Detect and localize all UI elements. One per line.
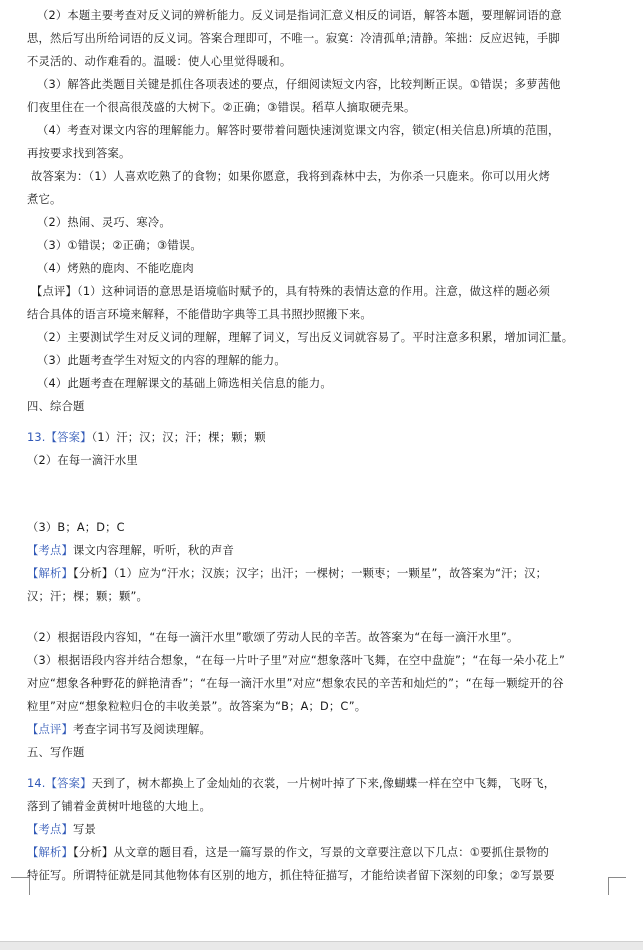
text-line: 们夜里住在一个很高很茂盛的大树下。②正确；③错误。稻草人摘取硬壳果。 bbox=[27, 101, 416, 114]
jiexi-line bbox=[27, 562, 615, 585]
page-corner-mark bbox=[608, 877, 627, 895]
jiexi-line: （3）根据语段内容并结合想象，“在每一片叶子里”对应“想象落叶飞舞，在空中盘旋”；“在每一朵小花上” bbox=[27, 654, 566, 667]
answer-tag: 【答案】 bbox=[45, 431, 92, 444]
comment-tag: 【点评】 bbox=[27, 723, 73, 736]
comment-line: 结合具体的语言环境来解释，不能借助字典等工具书照抄照搬下来。 bbox=[27, 308, 372, 321]
text-line: 思，然后写出所给词语的反义词。答案合理即可，不唯一。寂寞：冷清孤单;清静。笨拙：反应迟钝，手脚 bbox=[27, 32, 560, 45]
section-heading: 五、写作题 bbox=[27, 746, 85, 759]
answer-content bbox=[27, 4, 615, 887]
jiexi-line: 汉；汗；棵；颗；颗”。 bbox=[27, 590, 149, 603]
text-line: 故答案为：（1）人喜欢吃熟了的食物；如果你愿意，我将到森林中去，为你杀一只鹿来。你可以用火烤 bbox=[31, 170, 551, 183]
answer-text: （1）汗；汉；汉；汗；棵；颗；颗 bbox=[91, 431, 266, 444]
q14-answer bbox=[27, 772, 615, 795]
question-number: 13. bbox=[27, 431, 46, 444]
comment-text: 考查字词书写及阅读理解。 bbox=[73, 723, 211, 736]
jiexi-line: 对应“想象各种野花的鲜艳清香”；“在每一滴汗水里”对应“想象农民的辛苦和灿烂的”；“在每一颗绽开的谷 bbox=[27, 677, 564, 690]
text-line: 煮它。 bbox=[27, 193, 62, 206]
comment-line bbox=[27, 280, 615, 303]
q13-answer bbox=[27, 426, 615, 449]
text-line: （2）热闹、灵巧、寒冷。 bbox=[37, 216, 171, 229]
text-line: 不灵活的、动作难看的。温暖：使人心里觉得暖和。 bbox=[27, 55, 292, 68]
text-line: （3）①错误；②正确；③错误。 bbox=[37, 239, 202, 252]
text-line: （4）烤熟的鹿肉、不能吃鹿肉 bbox=[37, 262, 194, 275]
answer-line: 落到了铺着金黄树叶地毯的大地上。 bbox=[27, 800, 211, 813]
jiexi-line bbox=[27, 841, 615, 864]
text-line: （4）考查对课文内容的理解能力。解答时要带着问题快速浏览课文内容，锁定(相关信息)所填的范围， bbox=[37, 124, 560, 137]
kaodian-tag: 【考点】 bbox=[27, 823, 73, 836]
section-heading: 四、综合题 bbox=[27, 400, 85, 413]
jiexi-tag: 【解析】 bbox=[27, 567, 73, 580]
comment-line: （3）此题考查学生对短文的内容的理解的能力。 bbox=[37, 354, 286, 367]
question-number: 14. bbox=[27, 777, 46, 790]
spacer bbox=[27, 472, 615, 504]
answer-line: （2）在每一滴汗水里 bbox=[27, 454, 138, 467]
kaodian-text: 写景 bbox=[73, 823, 96, 836]
jiexi-line: （2）根据语段内容知，“在每一滴汗水里”歌颂了劳动人民的辛苦。故答案为“在每一滴汗水里”。 bbox=[27, 631, 519, 644]
answer-tag: 【答案】 bbox=[45, 777, 92, 790]
kaodian-line bbox=[27, 818, 615, 841]
spacer bbox=[27, 608, 615, 626]
jiexi-text: 【分析】（1）应为“汗水；汉族；汉字；出汗；一棵树；一颗枣；一颗星”，故答案为“汗；汉； bbox=[73, 567, 548, 580]
jiexi-text: 【分析】从文章的题目看，这是一篇写景的作文，写景的文章要注意以下几点：①要抓住景物的 bbox=[73, 846, 550, 859]
kaodian-tag: 【考点】 bbox=[27, 544, 73, 557]
jiexi-line: 粒里”对应“想象粒粒归仓的丰收美景”。故答案为“B；A；D；C”。 bbox=[27, 700, 367, 713]
comment-line: （2）主要测试学生对反义词的理解，理解了词义，写出反义词就容易了。平时注意多积累，增加词汇量。 bbox=[37, 331, 574, 344]
kaodian-text: 课文内容理解，听听，秋的声音 bbox=[73, 544, 234, 557]
jiexi-line: 特征写。所谓特征就是同其他物体有区别的地方，抓住特征描写，才能给读者留下深刻的印象；②写景要 bbox=[27, 869, 555, 882]
comment-line: （4）此题考查在理解课文的基础上筛选相关信息的能力。 bbox=[37, 377, 332, 390]
text-line: （3）解答此类题目关键是抓住各项表述的要点，仔细阅读短文内容，比较判断正误。①错误；多萝茜他 bbox=[37, 78, 561, 91]
page-corner-mark bbox=[11, 877, 30, 895]
answer-text: 天到了，树木都换上了金灿灿的衣裳，一片树叶掉了下来,像蝴蝶一样在空中飞舞，飞呀飞， bbox=[91, 777, 556, 790]
answer-line: （3）B；A；D；C bbox=[27, 521, 125, 534]
kaodian-line bbox=[27, 539, 615, 562]
text-line: （2）本题主要考查对反义词的辨析能力。反义词是指词汇意义相反的词语，解答本题，要理解词语的意 bbox=[37, 9, 562, 22]
comment-text: （1）这种词语的意思是语境临时赋予的，具有特殊的表情达意的作用。注意，做这样的题必须 bbox=[77, 285, 551, 298]
text-line: 再按要求找到答案。 bbox=[27, 147, 131, 160]
comment-line bbox=[27, 718, 615, 741]
comment-tag: 【点评】 bbox=[31, 285, 77, 298]
jiexi-tag: 【解析】 bbox=[27, 846, 73, 859]
